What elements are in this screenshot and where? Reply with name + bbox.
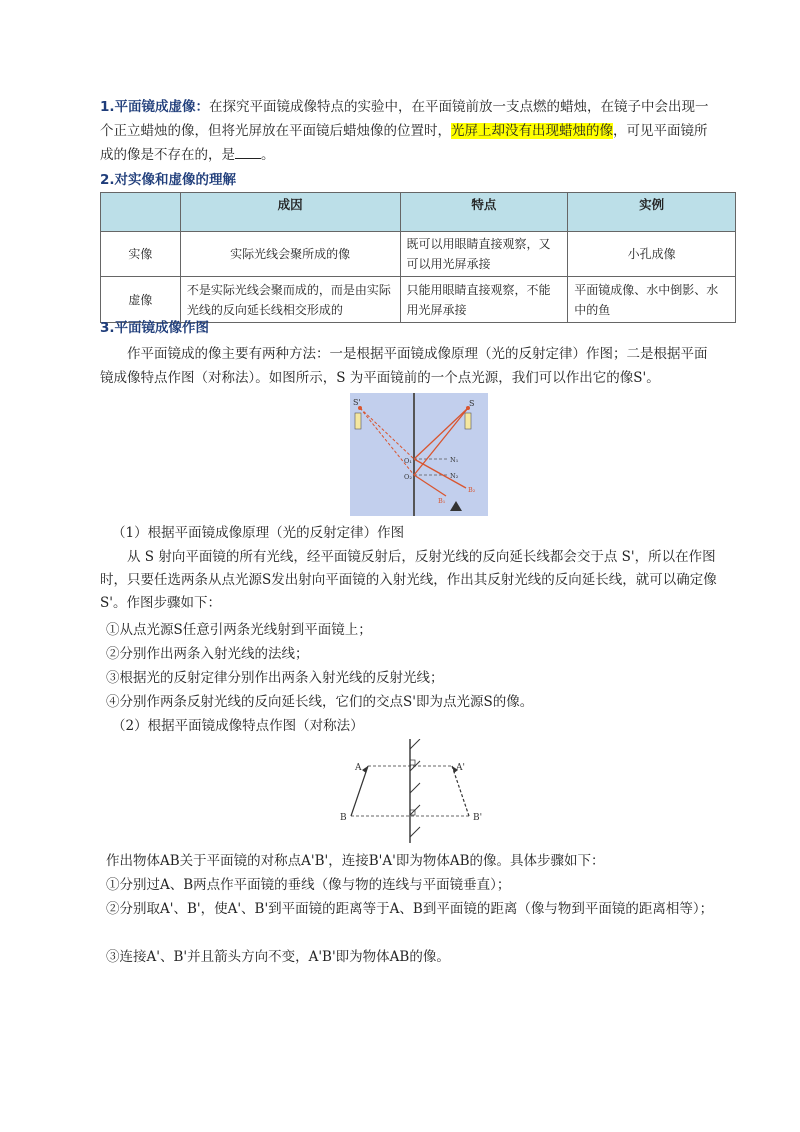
method2-title: （2）根据平面镜成像特点作图（对称法） [112,718,364,734]
table-row [101,232,736,277]
table-header-cell: 实例 [568,193,736,232]
label-b2: B₂ [468,486,476,494]
table-header-cell: 成因 [180,193,400,232]
section1-text-a: 在探究平面镜成像特点的实验中，在平面镜前放一支点燃的蜡烛，在镜子中会出现一个正立蜡烛的像，但将光屏放在平面镜后蜡烛像的位置时， [100,99,709,139]
table-cell: 只能用眼睛直接观察，不能用光屏承接 [400,277,568,323]
label-n1: N₁ [450,456,459,464]
table-cell: 实像 [101,232,181,277]
right-angle-mark [410,760,415,765]
table-cell: 不是实际光线会聚而成的，而是由实际光线的反向延长线相交形成的 [180,277,400,323]
table-header-cell: 特点 [400,193,568,232]
method2-text: 作出物体AB关于平面镜的对称点A'B'，连接B'A'即为物体AB的像。具体步骤如下： [106,853,605,869]
section1-heading: 1.平面镜成虚像： [100,99,210,115]
label-o1: O₁ [404,457,412,465]
section1-highlight: 光屏上却没有出现蜡烛的像 [451,123,613,139]
table-cell: 既可以用眼睛直接观察，又可以用光屏承接 [400,232,568,277]
label-n2: N₂ [450,472,459,480]
answer-blank[interactable] [235,144,261,159]
step2-3: ③连接A'、B'并且箭头方向不变，A'B'即为物体AB的像。 [106,949,450,965]
label-b-prime: B' [473,813,483,823]
section1-paragraph [100,95,720,167]
table-header-row [101,193,736,232]
section2-heading: 2.对实像和虚像的理解 [100,172,237,188]
step1-1: ①从点光源S任意引两条光线射到平面镜上； [106,622,372,638]
label-o2: O₂ [404,473,412,481]
label-s-prime: S' [353,398,361,407]
section3-intro: 作平面镜成的像主要有两种方法：一是根据平面镜成像原理（光的反射定律）作图；二是根据平面镜成像特点作图（对称法）。如图所示，S 为平面镜前的一个点光源，我们可以作出它的像S'。 [100,346,708,386]
step1-4: ④分别作两条反射光线的反向延长线，它们的交点S'即为点光源S的像。 [106,694,534,710]
step2-1: ①分别过A、B两点作平面镜的垂线（像与物的连线与平面镜垂直）； [106,877,511,893]
step1-3: ③根据光的反射定律分别作出两条入射光线的反射光线； [106,670,444,686]
table-cell: 虚像 [101,277,181,323]
step1-2: ②分别作出两条入射光线的法线； [106,646,309,662]
symmetry-method-figure [335,739,515,843]
object-ab [351,766,368,816]
method1-text: 从 S 射向平面镜的所有光线，经平面镜反射后，反射光线的反向延长线都会交于点 S'，所以在作图时，只要任选两条从点光源S发出射向平面镜的入射光线，作出其反射光线的反向延长线，就可以确定像S'。作图步骤如下： [100,549,717,611]
mirror-hatch [410,739,420,749]
table-header-cell [101,193,181,232]
reflection-law-figure [350,393,488,516]
table-cell: 平面镜成像、水中倒影、水中的鱼 [568,277,736,323]
section1-text-b: ，可见平面镜所成的像是不存在的，是 [100,123,708,163]
image-comparison-table [100,192,736,323]
method1-title: （1）根据平面镜成像原理（光的反射定律）作图 [112,525,405,541]
label-a-prime: A' [456,763,465,773]
label-b1: B₁ [438,497,446,505]
mirror-hatch [410,783,420,793]
table-cell: 小孔成像 [568,232,736,277]
label-a: A [355,763,362,773]
table-cell: 实际光线会聚所成的像 [180,232,400,277]
candle-image-icon [355,413,361,429]
section3-heading: 3.平面镜成像作图 [100,320,210,336]
label-s: S [469,399,475,408]
section1-text-c: 。 [261,147,275,163]
image-ab [452,766,469,816]
mirror-hatch [410,827,420,837]
step2-2: ②分别取A'、B'，使A'、B'到平面镜的距离等于A、B到平面镜的距离（像与物到平面镜的距离相等）； [106,901,714,917]
candle-icon [465,413,471,429]
label-b: B [340,813,347,823]
